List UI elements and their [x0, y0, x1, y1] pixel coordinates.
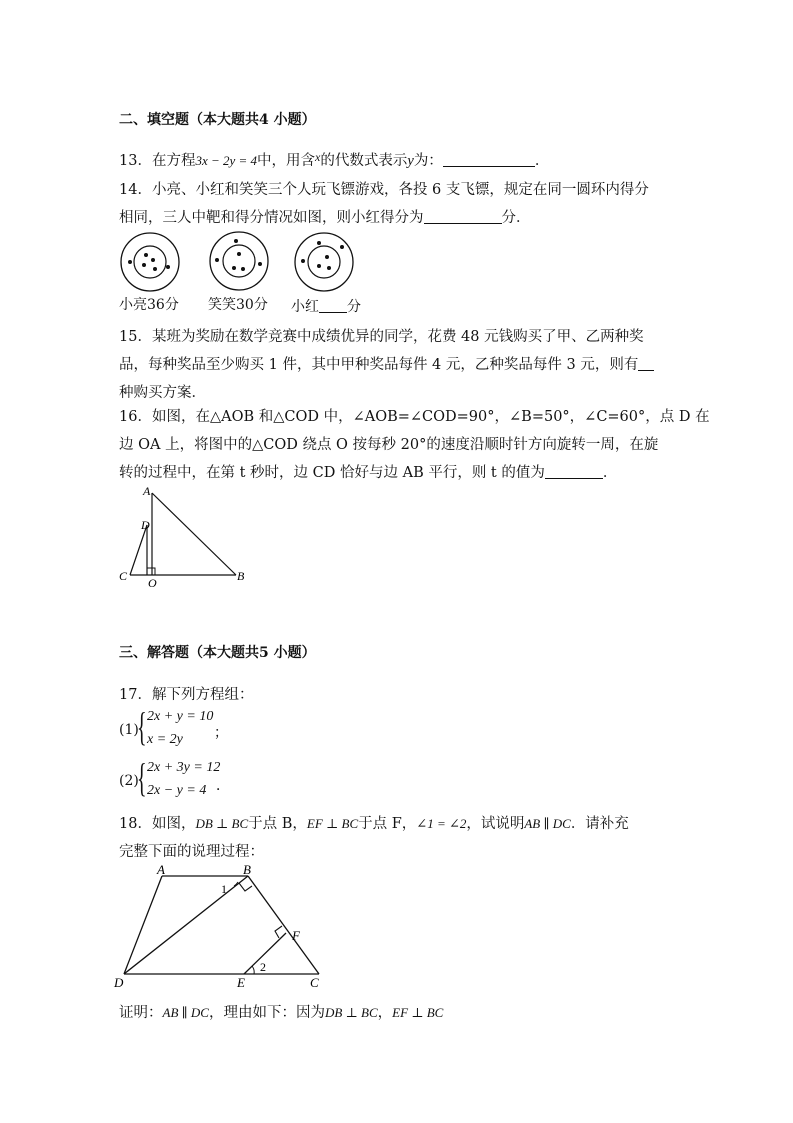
question-13 [119, 149, 549, 170]
q17-part1-eq1: 2x + y = 10 [147, 709, 214, 724]
q18-proof-e: ， [377, 1005, 393, 1021]
q14-label-suffix: 分 [347, 299, 361, 315]
q16-line-3b: ． [602, 465, 618, 481]
q14-label-xiaoliang: 小亮36分 [119, 297, 179, 313]
q16-label-B: B [237, 569, 245, 583]
q17-part2-label: (2) [119, 773, 139, 789]
q18-label-F: F [292, 928, 300, 943]
q18-proof-c: ，理由如下：因为 [208, 1005, 325, 1021]
section-2-title: 二、填空题（本大题共4 小题） [119, 112, 316, 128]
q13-end: 为： [413, 153, 443, 169]
q17-part2-brace: { [137, 755, 147, 800]
section-3-title: 三、解答题（本大题共5 小题） [119, 645, 316, 661]
q18-proof-line [119, 1001, 443, 1022]
q18-proof-ef-perp-bc: EF ⊥ BC [392, 1005, 444, 1020]
q16-line-2: 边 OA 上，将图中的△COD 绕点 O 按每秒 20°的速度沿顺时针方向旋转一周，在旋 [119, 437, 659, 453]
q13-var-x: x [315, 150, 321, 164]
q15-line-3: 种购买方案． [119, 385, 206, 401]
q14-label-blank [319, 298, 347, 313]
q13-equation: 3x − 2y = 4 [195, 153, 258, 168]
q17-part2-eq2: 2x − y = 4 [147, 783, 207, 798]
q14-answer-blank [424, 209, 502, 224]
q13-period: ． [534, 153, 550, 169]
q17-part1-brace: { [137, 704, 147, 749]
q13-num: 13．在方程 [119, 153, 196, 169]
q15-line-2-text: 品，每种奖品至少购买 1 件，其中甲种奖品每件 4 元，乙种奖品每件 3 元，则有 [119, 357, 639, 373]
q13-answer-blank [443, 152, 535, 167]
q18-label-A: A [157, 862, 165, 877]
q18-angle-2-label: 2 [260, 960, 266, 974]
q16-label-O: O [148, 576, 157, 588]
q18-line-1g: ，试说明 [466, 816, 525, 832]
q16-line-1: 16．如图，在△AOB 和△COD 中，∠AOB=∠COD=90°，∠B=50°，∠C=60°，点 D 在 [119, 409, 710, 425]
q18-proof-ab-parallel-dc: AB ∥ DC [162, 1005, 209, 1020]
q16-line-3a: 转的过程中，在第 t 秒时，边 CD 恰好与边 AB 平行，则 t 的值为 [119, 465, 545, 481]
q17-part2-end: ． [216, 778, 230, 794]
q18-ef-perp-bc: EF ⊥ BC [306, 816, 359, 831]
q13-mid2: 的代数式表示 [320, 153, 408, 169]
q18-line-1 [119, 812, 629, 833]
q15-line-2 [119, 353, 654, 374]
q14-label-xiaohong [291, 296, 361, 316]
q18-line-2: 完整下面的说理过程： [119, 844, 264, 860]
q17-part1-eq2: x = 2y [147, 732, 183, 747]
q16-triangle-figure [112, 483, 262, 588]
q14-line-2b: 分． [501, 210, 531, 226]
q18-proof-a: 证明： [119, 1005, 163, 1021]
q14-label-xiaohong-name: 小红 [291, 299, 319, 315]
q18-proof-db-perp-bc: DB ⊥ BC [324, 1005, 378, 1020]
q16-label-A: A [143, 484, 151, 498]
q17-part1-end: ； [214, 725, 228, 741]
q14-label-xiaoxiao: 笑笑30分 [208, 297, 268, 313]
q18-label-D: D [114, 975, 124, 990]
q18-line-1i: ．请补充 [570, 816, 629, 832]
q15-answer-blank [638, 356, 654, 371]
dartboard-xiaoxiao [210, 232, 268, 290]
q18-label-B: B [243, 862, 251, 877]
q17-part2-eq1: 2x + 3y = 12 [147, 760, 221, 775]
q16-label-C: C [119, 569, 128, 583]
q18-line-1a: 18．如图， [119, 816, 196, 832]
q18-label-E: E [237, 975, 245, 990]
q17-part1-label: (1) [119, 722, 139, 738]
q18-angle-equal: ∠1 = ∠2 [416, 816, 467, 831]
q17-intro: 17．解下列方程组： [119, 687, 254, 703]
q14-line-1: 14．小亮、小红和笑笑三个人玩飞镖游戏，各投 6 支飞镖，规定在同一圆环内得分 [119, 182, 649, 198]
q16-label-D: D [141, 518, 150, 532]
dartboard-xiaoliang [121, 233, 179, 291]
q18-angle-1-label: 1 [221, 882, 227, 896]
q18-line-1c: 于点 B， [248, 816, 307, 832]
q13-var-y: y [407, 153, 414, 169]
q14-line-2a: 相同，三人中靶和得分情况如图，则小红得分为 [119, 210, 424, 226]
q13-mid: 中，用含 [257, 153, 316, 169]
q18-line-1e: 于点 F， [358, 816, 417, 832]
dartboard-xiaohong [295, 233, 353, 291]
q18-label-C: C [310, 975, 319, 990]
q18-db-perp-bc: DB ⊥ BC [195, 816, 249, 831]
q16-line-3 [119, 461, 617, 482]
q14-line-2 [119, 206, 531, 227]
q18-trapezoid-figure [112, 862, 332, 992]
q16-answer-blank [545, 464, 603, 479]
q15-line-1: 15．某班为奖励在数学竞赛中成绩优异的同学，花费 48 元钱购买了甲、乙两种奖 [119, 329, 644, 345]
q18-ab-parallel-dc: AB ∥ DC [524, 816, 571, 831]
